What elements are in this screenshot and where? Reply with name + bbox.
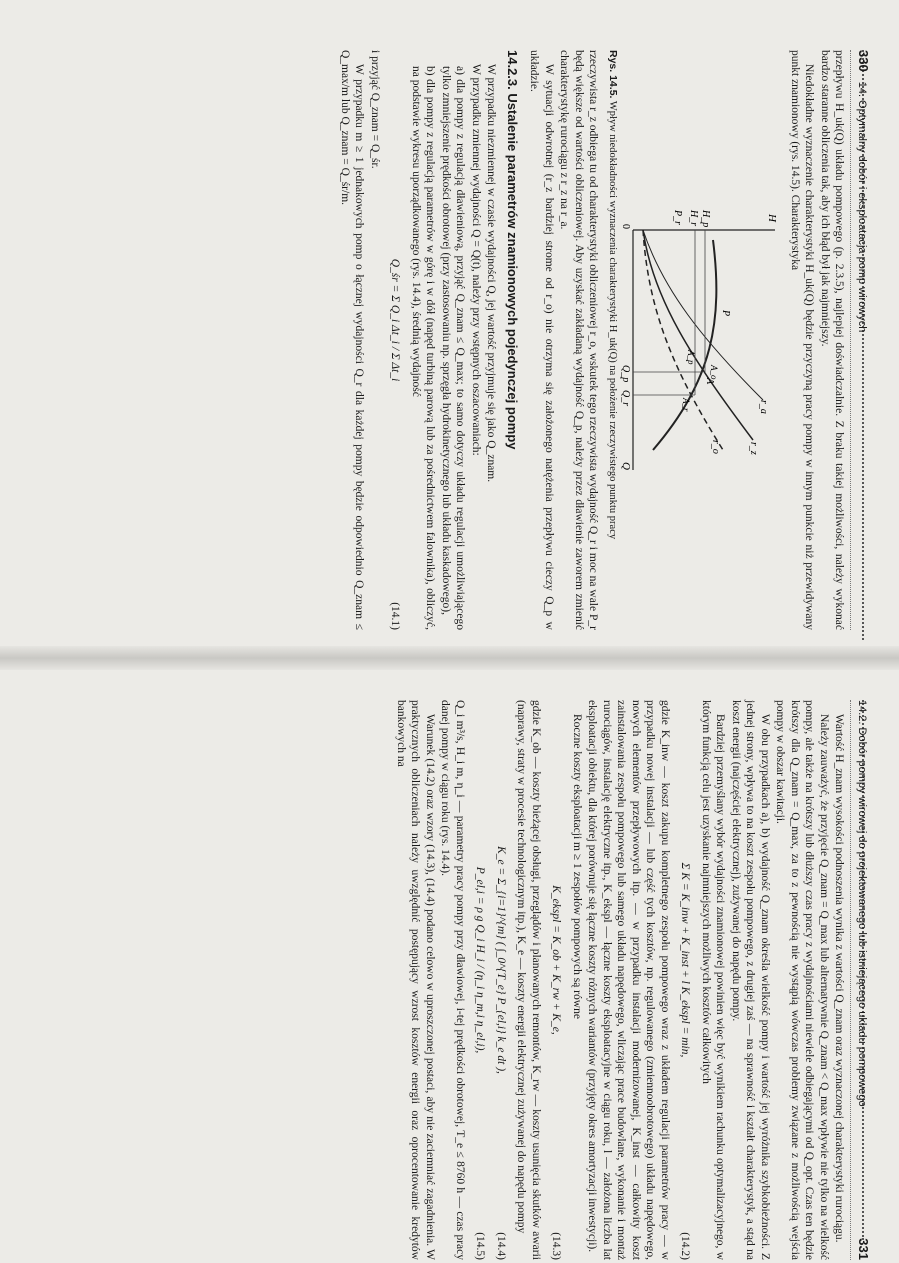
- curve-ra: [644, 230, 764, 400]
- case-list: [409, 50, 468, 630]
- label-Ao: A_o: [709, 365, 720, 380]
- equation-number: (14.4): [495, 1232, 507, 1260]
- label-Q: Q: [620, 462, 633, 470]
- paragraph: Roczne koszty eksploatacji m ≥ 1 zespołów pompowych są równe: [571, 714, 583, 1019]
- page-fold-shadow: [0, 646, 899, 670]
- figure-14-5: [620, 50, 784, 630]
- running-head-330: [851, 50, 871, 630]
- equation-number: (14.3): [550, 1232, 563, 1260]
- label-ro: r_o: [710, 440, 722, 454]
- equation-14-3: [549, 700, 564, 1260]
- paragraph: W przypadku zmiennej wydajności Q = Q(t), należy przy wstępnych oszacowaniach:: [470, 64, 482, 456]
- paragraph: Q_i m³/s, H_i m, η_i — parametry pracy pompy przy dławiowej, i-tej prędkości obrotowej, T_e ≤ 8760 h — czas pracy danej pompy w ciągu roku (rys. 14.4).: [439, 700, 466, 1260]
- equation-14-5: [473, 700, 488, 1260]
- equation-14-4: [494, 700, 509, 1260]
- page-number: 331: [856, 1238, 871, 1260]
- equation-body: Σ K = K_inw + K_inst + l K_ekspl = min,: [679, 862, 692, 1058]
- equation-body: Q_śr = Σ Q_i Δt_i / Σ Δt_i: [389, 258, 402, 382]
- paragraph: Należy zauważyć, że przyjęcie Q_znam = Q_max lub alternatywnie Q_znam < Q_max wpływie nie tylko na wielkość pompy, ale także na krótszy lub dłuższy czas pracy z wydajnościami niewiele odbiegającymi od Q_opt. Czas ten będzie krótszy dla Q_znam = Q_max, za to z pewnością nie wystąpią wówczas problemy związane z możliwością wejścia pompy w obszar kawitacji.: [774, 700, 830, 1260]
- list-item: a) dla pompy z regulacją dławieniową, przyjąć Q_znam ≤ Q_max; to samo dotyczy układu regulacji umożliwiającego tylko zmniejszenie prędkości obrotowej (przy zastosowaniu np. sprzęgła hydrokinetycznego lub układu kaskadowego),: [440, 66, 467, 630]
- label-Qr: Q_r: [620, 390, 632, 407]
- equation-body: K_e = Σ_{i=1}^{m} ( ∫_0^{T_e} P_{el,i} k_e dt ),: [495, 846, 507, 1074]
- paragraph: gdzie K_ob — koszty bieżącej obsługi, przeglądów i planowanych remontów, K_rw — koszty usunięcia skutków awarii (naprawy, straty w procesie technologicznym itp.), K_e — koszty energii elektrycznej zużywanej do napędu pompy: [515, 700, 542, 1260]
- label-origin: 0: [620, 224, 632, 229]
- caption-text: Wpływ niedokładności wyznaczenia charakterystyki H_uk(Q) na położenie rzeczywistego punktu pracy: [607, 100, 619, 540]
- pump-curve-diagram: [620, 200, 784, 480]
- section-heading: 14.2.3. Ustalenie parametrów znamionowych pojedynczej pompy: [505, 50, 520, 450]
- paragraph: gdzie K_inw — koszt zakupu kompletnego zespołu pompowego wraz z układem regulacji parametrów pracy — w przypadku nowej instalacji — lub część tych kosztów, np. regulowanego (zmiennoobrotowego) układu napędowego, nowych elementów przepływowych itp. — w przypadku instalacji modernizowanej, K_inst — całkowity koszt zainstalowania zespołu pompowego lub samego układu napędowego, wliczając prace budowlane, wykonanie i montaż rurociągów, instalację elektryczne itp., K_ekspl — łączne koszty eksploatacyjne w ciągu roku, l — założona liczba lat eksploatacji obiektu, dla której porównuje się łączne koszty różnych wariantów (przyjęty okres amortyzacji inwestycji).: [586, 700, 671, 1260]
- label-Hr: H_r: [688, 210, 700, 227]
- label-Pr: P_r: [672, 210, 684, 225]
- label-H: H: [766, 214, 779, 222]
- label-Hp: H_p: [700, 210, 712, 228]
- equation-number: (14.2): [679, 1232, 692, 1260]
- equation-number: (14.5): [474, 1232, 487, 1260]
- paragraph: W przypadku niezmiennej w czasie wydajności Q, jej wartość przyjmuje się jako Q_znam.: [485, 64, 498, 483]
- label-rz: r_z: [748, 442, 760, 455]
- equation-14-1: [388, 50, 403, 630]
- figure-caption: [607, 50, 620, 630]
- paragraph: przepływu H_uk(Q) układu pompowego (p. 2.3.5), najlepiej doświadczalnie. Z braku takiej możliwości, należy wykonać bardzo staranne obliczenia tak, aby ich błąd był jak najmniejszy.: [819, 50, 846, 630]
- caption-label: Rys. 14.5.: [607, 50, 620, 99]
- paragraph: Warunek (14.2) oraz wzory (14.3), (14.4) podano celowo w uproszczonej postaci, aby nie zaciemniać zagadnienia. W praktycznych obliczeniach należy uwzględnić postępujący wzrost kosztów energii oraz oprocentowanie kredytów bankowych na: [395, 700, 436, 1260]
- equation-14-2: [678, 700, 693, 1260]
- label-P: P: [720, 310, 732, 317]
- curve-rz: [644, 230, 754, 440]
- equation-body: K_ekspl = K_ob + K_rw + K_e,: [550, 885, 563, 1035]
- equation-number: (14.1): [389, 602, 402, 630]
- running-head-text: 14. Optymalny dobór i eksploatacja pomp wirowych: [856, 81, 868, 333]
- paragraph: Bardziej przemyślany wybór wydajności znamionowej powinien więc być wynikiem rachunku optymalizacyjnego, w którym funkcją celu jest uzyskanie najmniejszych możliwych kosztów całkowitych: [700, 700, 727, 1260]
- label-A: A: [704, 378, 716, 385]
- label-Qp: Q_p: [620, 365, 632, 383]
- paragraph: Wartość H_znam wysokości podnoszenia wynika z wartości Q_znam oraz wyznaczonej charakterystyki rurociągu.: [833, 714, 846, 1243]
- paragraph: rzeczywista r_z odbiega tu od charakterystyki obliczeniowej r_o, wskutek tego rzeczywista wydajność Q_r i moc na wale P_r będą większe od wartości obliczeniowej. Aby uzyskać zakładaną wydajność Q_p, należy przez dławienie zaworem zmienić charakterystykę rurociągu z r_z na r_a.: [558, 50, 600, 630]
- label-Ap: A_p: [686, 350, 697, 365]
- paragraph: i przyjąć Q_znam = Q_śr.: [369, 50, 381, 169]
- running-head-text: 14.2. Dobór pompy wirowej do projektowanego lub istniejącego układu pompowego: [856, 700, 868, 1107]
- page-331: [90, 700, 870, 1260]
- label-ra: r_a: [758, 400, 770, 414]
- page-330: [90, 50, 870, 630]
- pump-curve: [654, 240, 717, 450]
- label-Ar: A_r: [681, 398, 692, 412]
- paragraph: Niedokładne wyznaczenie charakterystyki H_uk(Q) będzie przyczyną pracy pompy w innym punkcie niż przewidywany punkt znamionowy (rys. 14.5). Charakterystyka: [789, 50, 816, 630]
- paragraph: W obu przypadkach a), b) wydajność Q_znam określa wielkość pompy i wartość jej wyróżnika szybkobieżności. Z jednej strony, wpływa to na koszt zespołu pompowego, z drugiej zaś — na sprawność i kształt charakterystyk, a stąd na koszt energii (najczęściej elektrycznej), zużywanej do napędu pompy.: [730, 700, 771, 1260]
- running-head-331: [851, 700, 871, 1260]
- paragraph: W sytuacji odwrotnej (r_z bardziej strome od r_o) nie otrzyma się założonego natężenia przepływu cieczy Q_p w układzie.: [528, 50, 555, 630]
- equation-body: P_el,i = ρ g Q_i H_i / (η_i η_m,i η_el,i),: [474, 866, 487, 1054]
- page-number: 330: [856, 50, 871, 72]
- list-item: b) dla pompy z regulacją parametrów w górę i w dół (napęd turbiną parową lub za pośrednictwem falownika), obliczyć, na podstawie wykresu uporządkowanego (rys. 14.4), średnią wydajność: [410, 66, 437, 630]
- paragraph: W przypadku m ≥ 1 jednakowych pomp o łącznej wydajności Q_r dla każdej pompy będzie odpowiednio Q_znam ≤ Q_max/m lub Q_znam = Q_śr/m.: [339, 50, 366, 630]
